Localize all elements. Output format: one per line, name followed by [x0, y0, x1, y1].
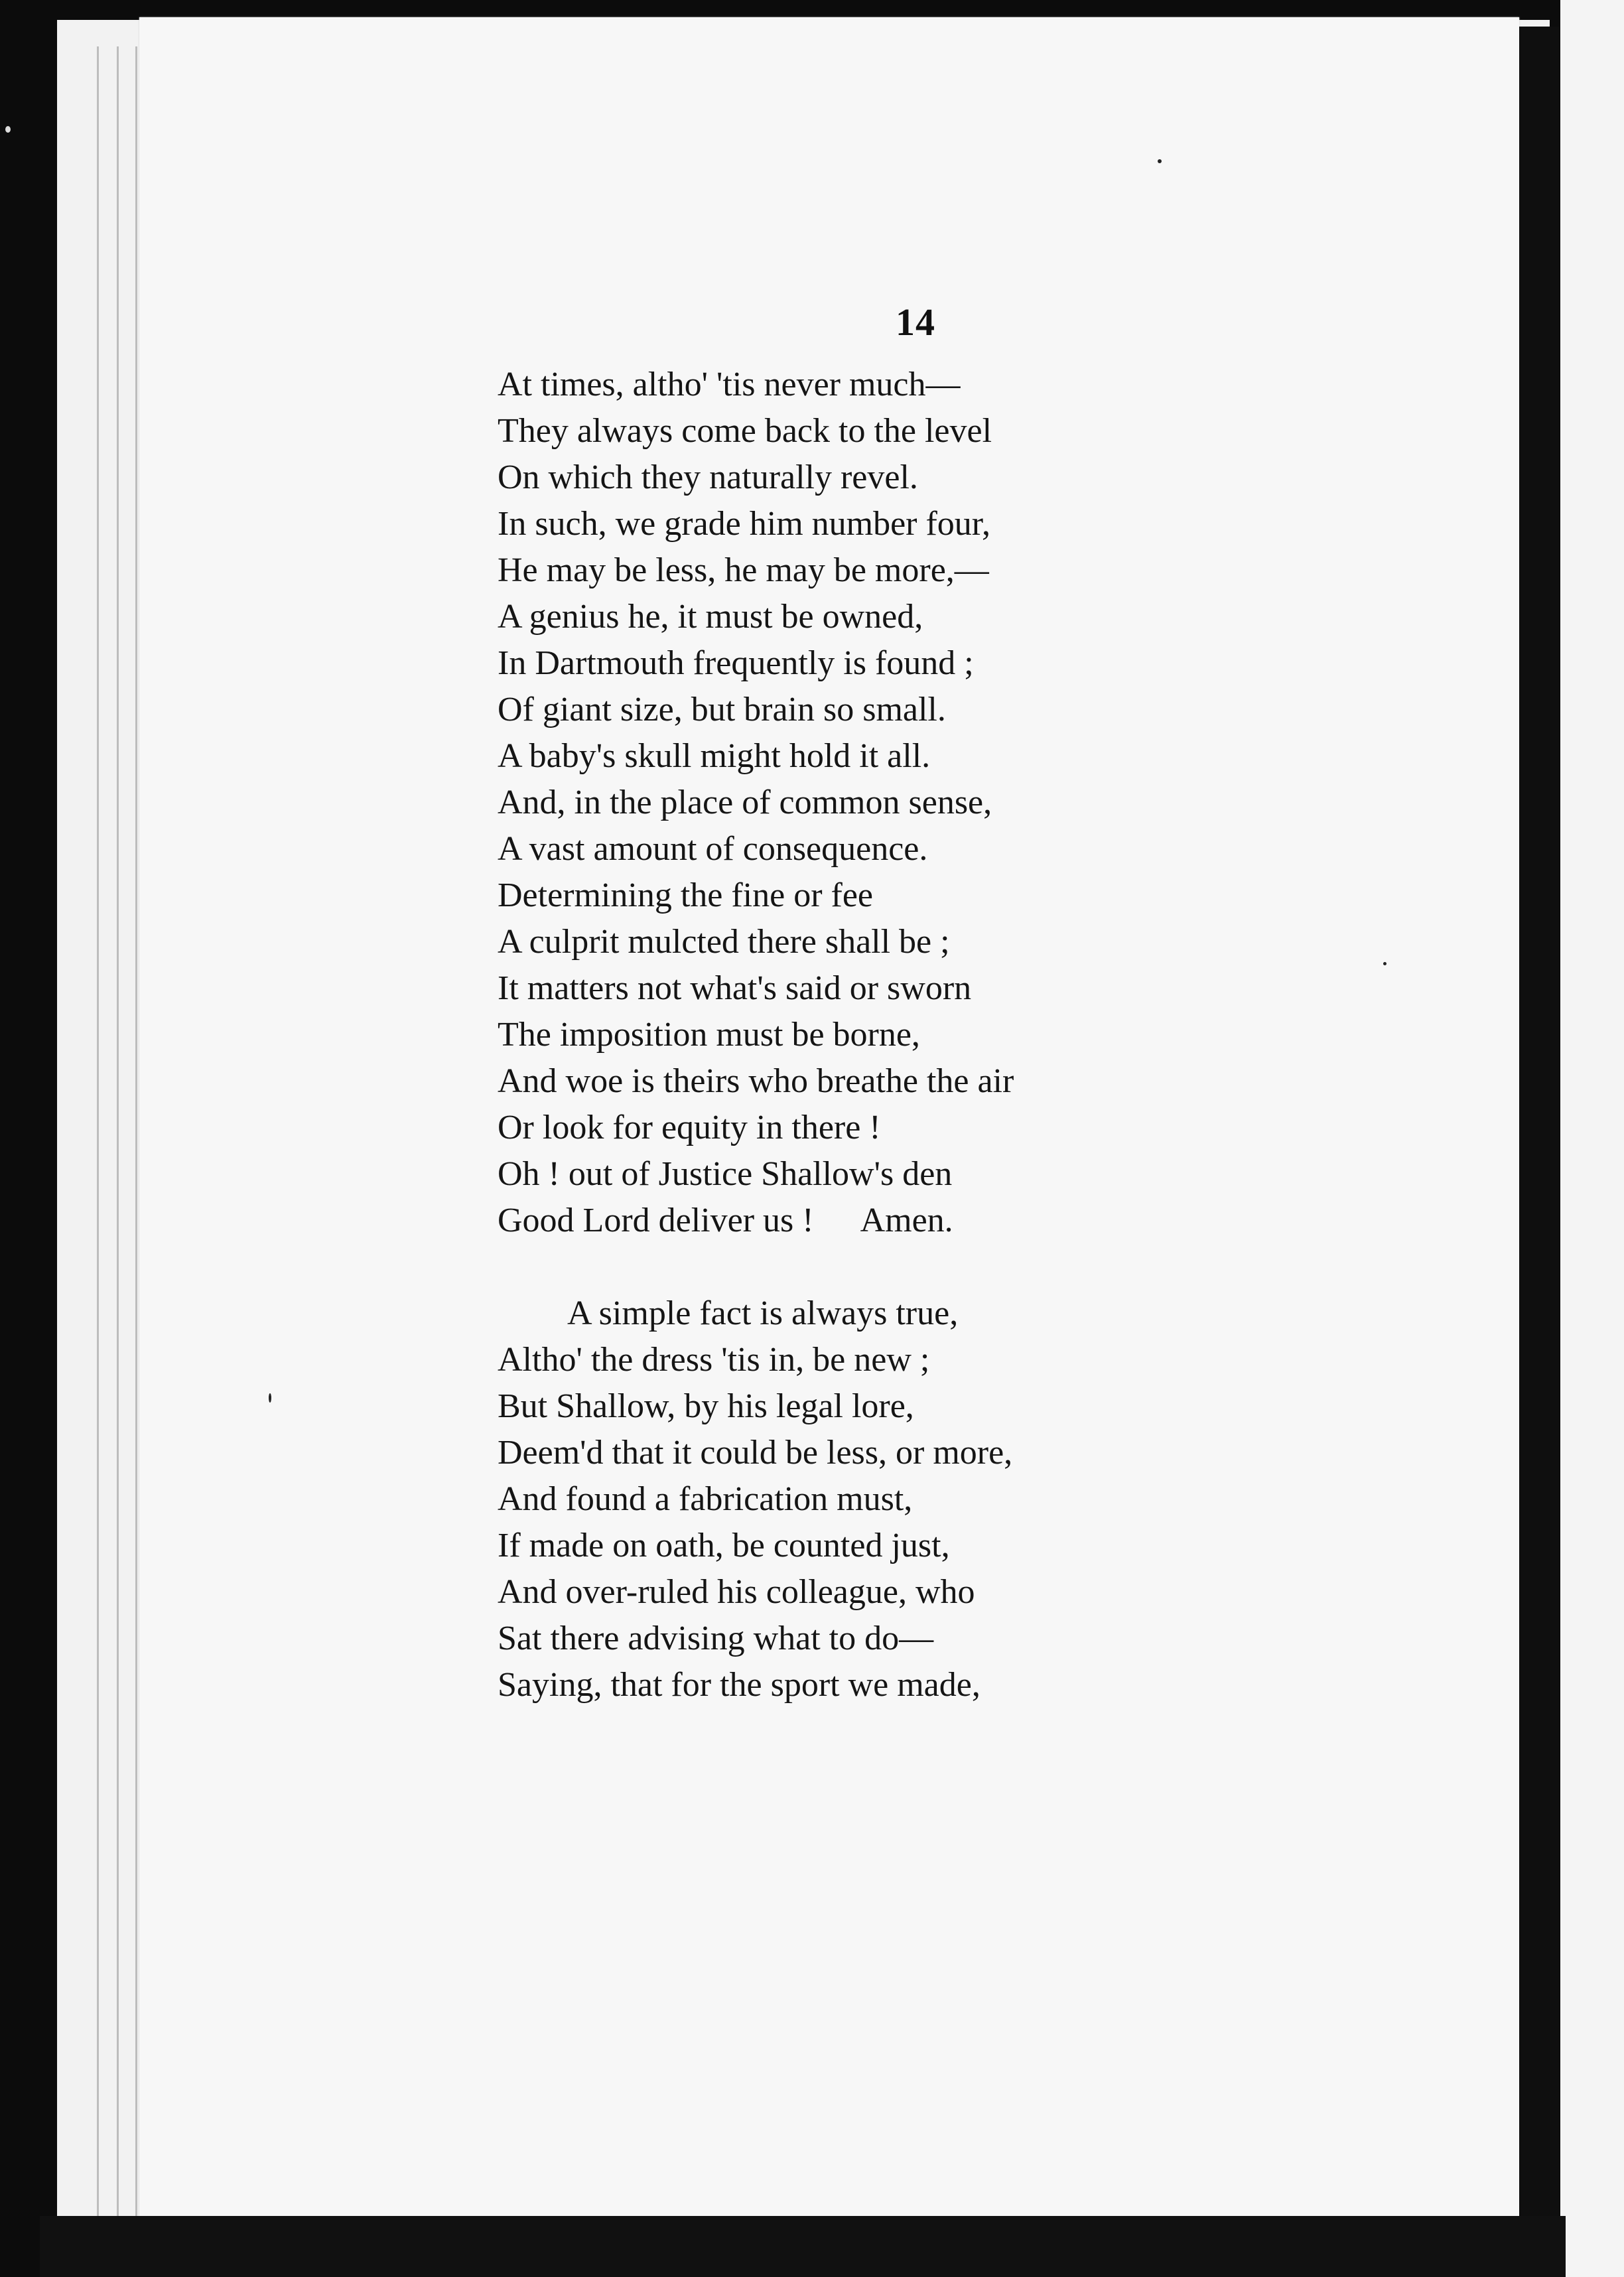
- poem-line: A culprit mulcted there shall be ;: [498, 923, 950, 961]
- poem-line: And over-ruled his colleague, who: [498, 1573, 975, 1611]
- scan-margin-bottom: [40, 2216, 1566, 2277]
- page-number: 14: [896, 301, 935, 344]
- poem-line: Oh ! out of Justice Shallow's den: [498, 1155, 953, 1193]
- poem-line: Altho' the dress 'tis in, be new ;: [498, 1341, 930, 1379]
- poem-line: Sat there advising what to do—: [498, 1620, 934, 1657]
- poem-line: Of giant size, but brain so small.: [498, 691, 946, 728]
- poem-closing-line: [498, 1198, 1294, 1244]
- ink-speck: [269, 1393, 271, 1403]
- poem-line: If made on oath, be counted just,: [498, 1527, 950, 1564]
- poem-line: Deem'd that it could be less, or more,: [498, 1434, 1013, 1472]
- poem-line: They always come back to the level: [498, 412, 992, 450]
- ink-speck: [1158, 159, 1162, 163]
- poem-line: Determining the fine or fee: [498, 876, 873, 914]
- poem-line: It matters not what's said or sworn: [498, 969, 972, 1007]
- amen-text: Amen.: [860, 1202, 953, 1239]
- poem-line: A genius he, it must be owned,: [498, 598, 923, 636]
- poem-line: In Dartmouth frequently is found ;: [498, 644, 974, 682]
- ink-speck: [5, 126, 11, 133]
- page-edge-line: [135, 46, 137, 2229]
- poem-line: On which they naturally revel.: [498, 458, 918, 496]
- ink-speck: [1383, 962, 1387, 965]
- poem-line: A simple fact is always true,: [567, 1294, 959, 1332]
- closing-text: Good Lord deliver us !: [498, 1202, 814, 1239]
- poem-line: A vast amount of consequence.: [498, 830, 928, 868]
- poem-line: The imposition must be borne,: [498, 1016, 920, 1054]
- poem-line: Saying, that for the sport we made,: [498, 1666, 981, 1704]
- poem-line: He may be less, he may be more,—: [498, 551, 989, 589]
- poem-line: But Shallow, by his legal lore,: [498, 1387, 914, 1425]
- page-edge-line: [97, 46, 99, 2229]
- poem-text: [498, 362, 1294, 1708]
- poem-line: In such, we grade him number four,: [498, 505, 991, 543]
- scan-margin-left: [0, 0, 60, 2277]
- poem-line: And found a fabrication must,: [498, 1480, 913, 1518]
- poem-line: A baby's skull might hold it all.: [498, 737, 931, 775]
- page-edge-line: [117, 46, 119, 2229]
- poem-line: And, in the place of common sense,: [498, 784, 992, 821]
- stanza-break: [498, 1244, 1294, 1290]
- poem-line: Or look for equity in there !: [498, 1109, 881, 1146]
- poem-line: At times, altho' 'tis never much—: [498, 366, 961, 403]
- adjacent-page: [1560, 0, 1624, 2277]
- poem-line: And woe is theirs who breathe the air: [498, 1062, 1014, 1100]
- page-gutter: [1519, 27, 1559, 2249]
